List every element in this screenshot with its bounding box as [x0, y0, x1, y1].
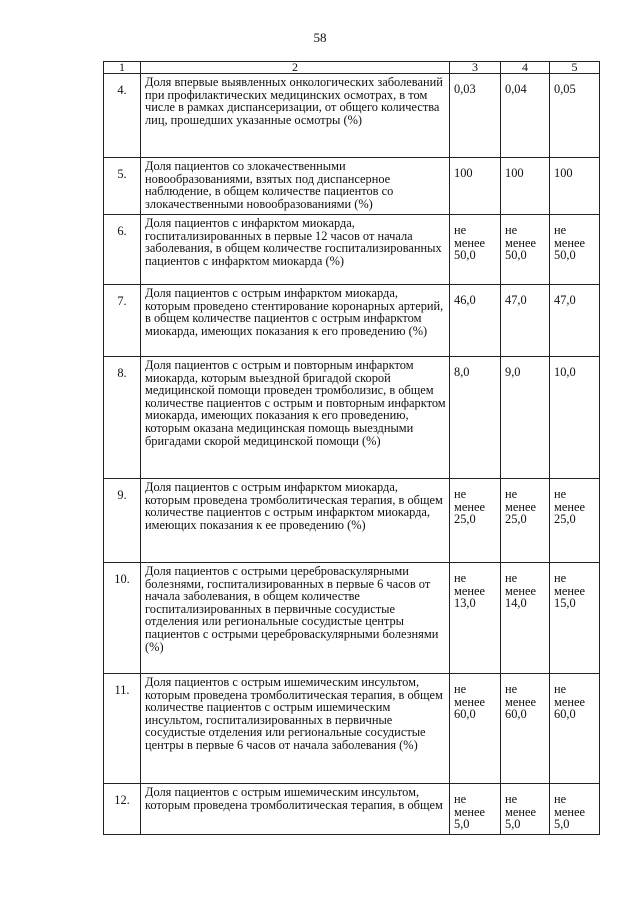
- table-header-row: [104, 62, 600, 74]
- value-col-5: не менее 5,0: [550, 784, 600, 835]
- row-number: 9.: [104, 479, 141, 563]
- value-col-5: 0,05: [550, 74, 600, 158]
- value-col-5: 10,0: [550, 357, 600, 479]
- table-row: [104, 563, 600, 674]
- indicator-text: Доля пациентов с острыми цереброваскулярными болезнями, госпитализированных в первые 6 часов от начала заболевания, в общем количестве госпитализированных в первичные сосудистые отделения или региональные сосудистые центры пациентов с острыми цереброваскулярными болезнями (%): [141, 563, 450, 674]
- value-col-5: не менее 60,0: [550, 674, 600, 784]
- indicator-text: Доля впервые выявленных онкологических заболеваний при профилактических медицинских осмотрах, в том числе в рамках диспансеризации, от общего количества лиц, прошедших указанные осмотры (%): [141, 74, 450, 158]
- header-col-5: 5: [550, 62, 600, 74]
- page-number: 58: [313, 30, 327, 45]
- header-col-2: 2: [141, 62, 450, 74]
- value-col-4: не менее 60,0: [501, 674, 550, 784]
- table-row: [104, 784, 600, 835]
- value-col-4: не менее 50,0: [501, 215, 550, 285]
- table-row: [104, 158, 600, 215]
- indicator-text: Доля пациентов со злокачественными новообразованиями, взятых под диспансерное наблюдение, в общем количестве пациентов со злокачественными новообразованиями (%): [141, 158, 450, 215]
- value-col-3: 100: [450, 158, 501, 215]
- table-row: [104, 74, 600, 158]
- value-col-4: 9,0: [501, 357, 550, 479]
- value-col-3: 46,0: [450, 285, 501, 357]
- row-number: 11.: [104, 674, 141, 784]
- value-col-5: не менее 50,0: [550, 215, 600, 285]
- table-row: [104, 357, 600, 479]
- value-col-5: 47,0: [550, 285, 600, 357]
- indicator-text: Доля пациентов с острым инфарктом миокарда, которым проведено стентирование коронарных артерий, в общем количестве пациентов с острым инфарктом миокарда, имеющих показания к его проведению (%): [141, 285, 450, 357]
- row-number: 10.: [104, 563, 141, 674]
- value-col-4: не менее 14,0: [501, 563, 550, 674]
- value-col-3: не менее 50,0: [450, 215, 501, 285]
- row-number: 12.: [104, 784, 141, 835]
- value-col-3: не менее 60,0: [450, 674, 501, 784]
- value-col-4: не менее 5,0: [501, 784, 550, 835]
- row-number: 5.: [104, 158, 141, 215]
- value-col-4: 0,04: [501, 74, 550, 158]
- row-number: 4.: [104, 74, 141, 158]
- value-col-5: 100: [550, 158, 600, 215]
- value-col-3: не менее 13,0: [450, 563, 501, 674]
- value-col-4: не менее 25,0: [501, 479, 550, 563]
- table-row: [104, 479, 600, 563]
- indicator-text: Доля пациентов с инфарктом миокарда, госпитализированных в первые 12 часов от начала заболевания, в общем количестве госпитализированных пациентов с инфарктом миокарда (%): [141, 215, 450, 285]
- table-row: [104, 215, 600, 285]
- row-number: 6.: [104, 215, 141, 285]
- value-col-3: не менее 25,0: [450, 479, 501, 563]
- header-col-1: 1: [104, 62, 141, 74]
- indicators-table: [103, 61, 600, 835]
- row-number: 7.: [104, 285, 141, 357]
- indicator-text: Доля пациентов с острым инфарктом миокарда, которым проведена тромболитическая терапия, в общем количестве пациентов с острым инфарктом миокарда, имеющих показания к ее проведению (%): [141, 479, 450, 563]
- header-col-4: 4: [501, 62, 550, 74]
- indicator-text: Доля пациентов с острым ишемическим инсультом, которым проведена тромболитическая терапия, в общем: [141, 784, 450, 835]
- value-col-4: 47,0: [501, 285, 550, 357]
- indicator-text: Доля пациентов с острым ишемическим инсультом, которым проведена тромболитическая терапия, в общем количестве пациентов с острым ишемическим инсультом, госпитализированных в первичные сосудистые отделения или региональные сосудистые центры в первые 6 часов от начала заболевания (%): [141, 674, 450, 784]
- table-row: [104, 285, 600, 357]
- value-col-3: 0,03: [450, 74, 501, 158]
- value-col-5: не менее 15,0: [550, 563, 600, 674]
- value-col-5: не менее 25,0: [550, 479, 600, 563]
- value-col-3: 8,0: [450, 357, 501, 479]
- value-col-4: 100: [501, 158, 550, 215]
- row-number: 8.: [104, 357, 141, 479]
- indicator-text: Доля пациентов с острым и повторным инфарктом миокарда, которым выездной бригадой скорой медицинской помощи проведен тромболизис, в общем количестве пациентов с острым и повторным инфарктом миокарда, имеющих показания к его проведению, которым оказана медицинская помощь выездными бригадами скорой медицинской помощи (%): [141, 357, 450, 479]
- table-row: [104, 674, 600, 784]
- value-col-3: не менее 5,0: [450, 784, 501, 835]
- header-col-3: 3: [450, 62, 501, 74]
